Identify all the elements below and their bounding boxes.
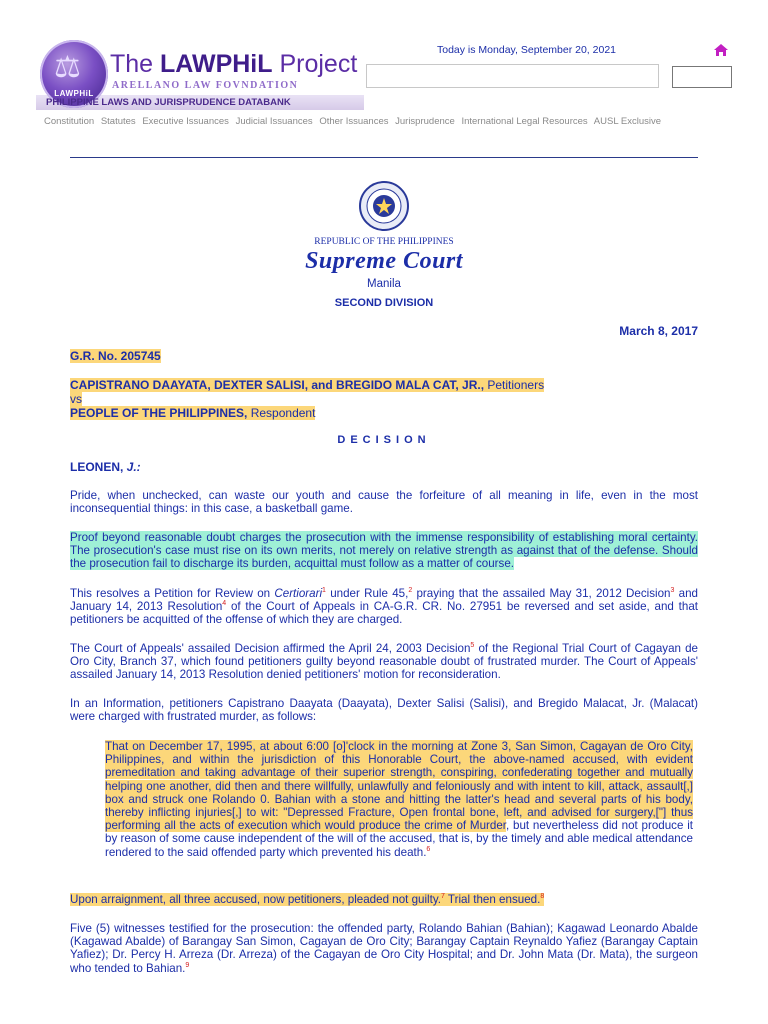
quote-highlighted: That on December 17, 1995, at about 6:00 [o]'clock in the morning at Zone 3, San Simon, Cagayan de Oro City, Philippines, and within the jurisdiction of this Honorable Court, the above-named accused, with evident premeditation and taking advantage of their superior strength, conspiring, confederating together and mutually helping one another, did then and there willfully, unlawfully and feloniously and with intent to kill, attack, assault[,] box and struck one Rolando 0. Bahian with a stone and hitting the latter's head and several parts of his body, thereby inflicting injuries[,] to wit: "Depressed Fracture, Open frontal bone, left, and advised for surgery,["] thus performing all the acts of execution which would produce the crime of Murder <box>105 740 693 833</box>
p6-b: Trial then ensued. <box>444 893 541 906</box>
ponente <box>70 460 141 474</box>
footnote-1-link[interactable]: 1 <box>322 587 326 595</box>
p3-a: This resolves a Petition for Review on <box>70 587 275 600</box>
versus-line <box>70 392 544 406</box>
p3-e: of the Court of Appeals in CA-G.R. CR. No. 27951 be reversed and set aside, and that petitioners be acquitted of the offense of which they are charged. <box>70 600 698 627</box>
site-title[interactable] <box>110 52 357 77</box>
p4-a: The Court of Appeals' assailed Decision affirmed the April 24, 2003 Decision <box>70 642 471 655</box>
nav-other-issuances[interactable]: Other Issuances <box>319 116 389 127</box>
site-title-name: LAWPHiL <box>160 50 273 78</box>
p4-b: of the Regional Trial Court of Cagayan de Oro City, Branch 37, which found petitioners guilty beyond reasonable doubt of frustrated murder. The Court of Appeals' assailed January 14, 2013 Resolution denied petitioners' motion for reconsideration. <box>70 642 699 682</box>
databank-text: PHILIPPINE LAWS AND JURISPRUDENCE DATABANK <box>46 97 291 108</box>
petitioners-role: Petitioners <box>484 378 545 392</box>
ponente-name: LEONEN, <box>70 460 127 474</box>
footnote-3-link[interactable]: 3 <box>670 587 675 595</box>
p3-d: and January 14, 2013 Resolution <box>70 587 698 614</box>
respondent-name: PEOPLE OF THE PHILIPPINES, <box>70 406 248 420</box>
nav-statutes[interactable]: Statutes <box>100 116 136 127</box>
logo-label: LAWPHiL <box>54 89 94 98</box>
paragraph-4 <box>70 642 698 682</box>
footnote-8-link[interactable]: 8 <box>540 893 545 901</box>
case-parties <box>70 378 544 420</box>
petitioners-line <box>70 378 544 392</box>
court-heading: Supreme Court <box>305 248 463 274</box>
nav-executive-issuances[interactable]: Executive Issuances <box>142 116 229 127</box>
home-icon[interactable] <box>713 43 729 57</box>
court-city: Manila <box>367 278 401 290</box>
republic-heading: REPUBLIC OF THE PHILIPPINES <box>314 237 454 247</box>
versus-text: vs <box>70 392 82 406</box>
information-quote <box>105 740 693 859</box>
decision-date: March 8, 2017 <box>619 324 698 338</box>
paragraph-2-text: Proof beyond reasonable doubt charges the prosecution with the immense responsibility of establishing moral certainty. The prosecution's case must rise on its own merits, not merely on relative strength as against that of the defense. Should the prosecution fail to discharge its burden, acquittal must follow as a matter of course. <box>70 531 698 571</box>
paragraph-5: In an Information, petitioners Capistrano Daayata (Daayata), Dexter Salisi (Salisi), and Bregido Malacat, Jr. (Malacat) were charged with frustrated murder, as follows: <box>70 697 698 724</box>
case-number-text: G.R. No. 205745 <box>70 349 161 363</box>
footnote-9-link[interactable]: 9 <box>185 961 190 969</box>
nav-constitution[interactable]: Constitution <box>44 116 95 127</box>
paragraph-6 <box>70 893 698 906</box>
paragraph-2 <box>70 531 698 571</box>
nav-judicial-issuances[interactable]: Judicial Issuances <box>235 116 313 127</box>
ponente-suffix: J.: <box>126 460 141 474</box>
footnote-2-link[interactable]: 2 <box>408 587 413 595</box>
p3-b: under Rule 45, <box>325 587 409 600</box>
p6-a: Upon arraignment, all three accused, now petitioners, pleaded not guilty. <box>70 893 442 906</box>
footnote-6-link[interactable]: 6 <box>426 845 431 853</box>
nav-international-legal-resources[interactable]: International Legal Resources <box>461 116 588 127</box>
p7-a: Five (5) witnesses testified for the prosecution: the offended party, Rolando Bahian (Bahian); Kagawad Leonardo Abalde (Kagawad Abalde) of Barangay San Simon, Cagayan de Oro City; Barangay Captain Reynaldo Yafiez (Barangay Captain Yafiez); Dr. Percy H. Arreza (Dr. Arreza) of the Cagayan de Oro City Hospital; and Dr. John Mata (Dr. Mata), the surgeon who tended to Bahian. <box>70 922 698 975</box>
paragraph-6-highlight <box>70 893 544 906</box>
header-divider <box>70 157 698 158</box>
paragraph-3 <box>70 587 698 627</box>
site-title-pre: The <box>110 50 161 78</box>
p3-c: praying that the assailed May 31, 2012 Decision <box>412 587 671 600</box>
nav-jurisprudence[interactable]: Jurisprudence <box>395 116 455 127</box>
main-nav <box>44 116 665 127</box>
foundation-name: ARELLANO LAW FOVNDATION <box>112 80 299 91</box>
respondent-role: Respondent <box>247 406 316 420</box>
quote-rest: , but nevertheless did not produce it by reason of some cause independent of the will of the accused, that is, by the timely and able medical attendance rendered to the said offended party which prevented his death. <box>105 819 693 859</box>
p3-italic: Certiorari <box>274 587 323 600</box>
division-heading: SECOND DIVISION <box>334 297 434 309</box>
decision-title: DECISION <box>337 434 431 446</box>
petitioners-names: CAPISTRANO DAAYATA, DEXTER SALISI, and BREGIDO MALA CAT, JR., <box>70 378 485 392</box>
footnote-7-link[interactable]: 7 <box>441 893 445 901</box>
footnote-5-link[interactable]: 5 <box>470 642 475 650</box>
paragraph-7 <box>70 922 698 975</box>
paragraph-1: Pride, when unchecked, can waste our youth and cause the forfeiture of all meaning in life, even in the most inconsequential things: in this case, a basketball game. <box>70 489 698 516</box>
nav-ausl-exclusive[interactable]: AUSL Exclusive <box>593 116 662 127</box>
site-title-post: Project <box>272 50 358 78</box>
respondent-line <box>70 406 544 420</box>
case-number <box>70 349 161 363</box>
supreme-court-seal-icon <box>358 180 410 232</box>
today-date: Today is Monday, September 20, 2021 <box>437 44 616 56</box>
scales-icon: ⚖ <box>54 51 81 84</box>
search-input[interactable] <box>366 64 659 88</box>
footnote-4-link[interactable]: 4 <box>222 600 227 608</box>
search-button[interactable] <box>672 66 732 88</box>
